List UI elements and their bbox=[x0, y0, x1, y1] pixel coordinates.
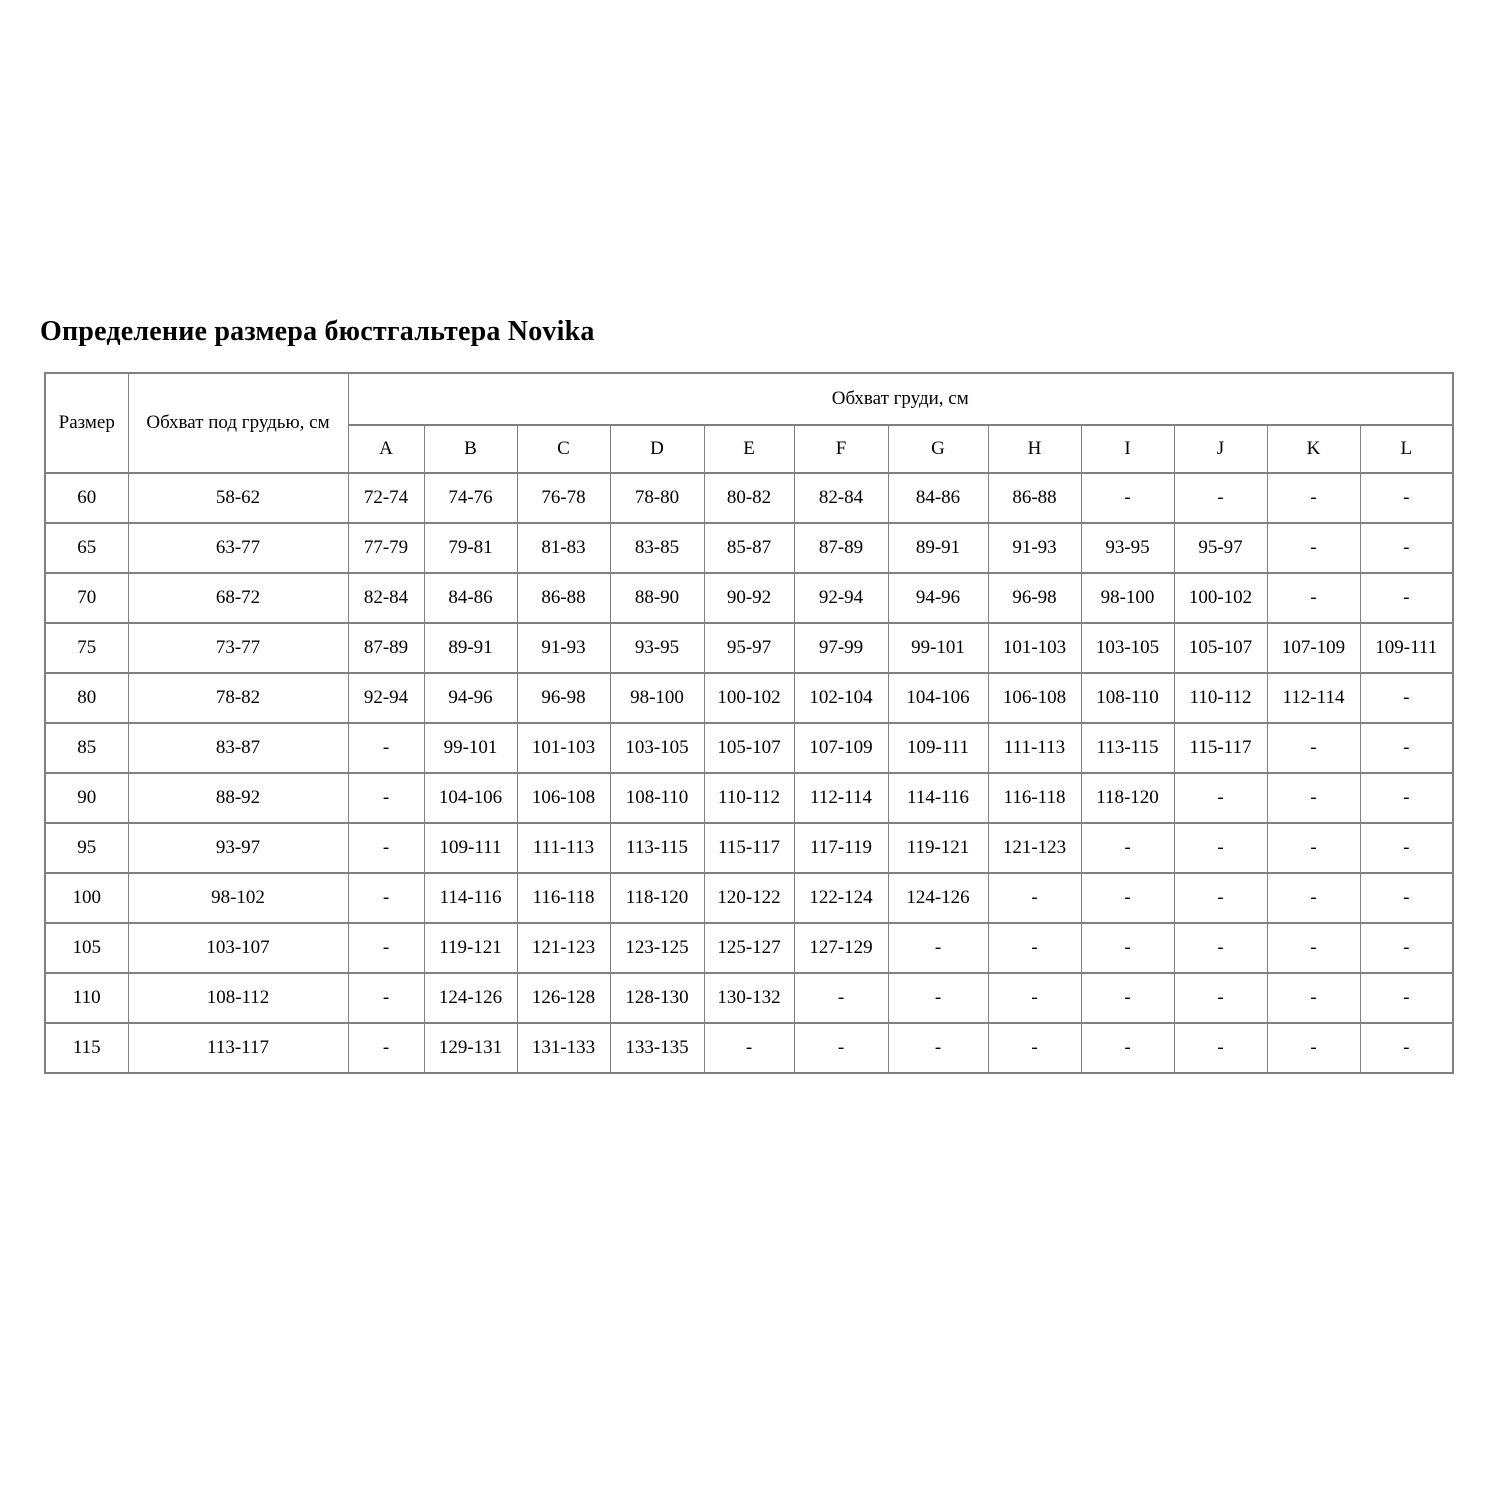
cup-cell-K: - bbox=[1267, 723, 1360, 773]
cup-cell-K: - bbox=[1267, 923, 1360, 973]
table-row-size-100 bbox=[45, 873, 1453, 923]
cup-column-header-G: G bbox=[888, 425, 988, 473]
cup-cell-K: 112-114 bbox=[1267, 673, 1360, 723]
cup-cell-J: - bbox=[1174, 773, 1267, 823]
cup-cell-B: 104-106 bbox=[424, 773, 517, 823]
cup-cell-G: 124-126 bbox=[888, 873, 988, 923]
underbust-cell: 83-87 bbox=[128, 723, 348, 773]
cup-cell-B: 74-76 bbox=[424, 473, 517, 523]
cup-cell-C: 76-78 bbox=[517, 473, 610, 523]
table-row-size-90 bbox=[45, 773, 1453, 823]
cup-cell-H: - bbox=[988, 973, 1081, 1023]
cup-cell-I: 103-105 bbox=[1081, 623, 1174, 673]
cup-cell-J: - bbox=[1174, 823, 1267, 873]
cup-cell-E: 80-82 bbox=[704, 473, 794, 523]
cup-cell-B: 114-116 bbox=[424, 873, 517, 923]
cup-column-header-K: K bbox=[1267, 425, 1360, 473]
cup-cell-C: 106-108 bbox=[517, 773, 610, 823]
cup-cell-G: 119-121 bbox=[888, 823, 988, 873]
cup-cell-A: 92-94 bbox=[348, 673, 424, 723]
cup-cell-H: - bbox=[988, 873, 1081, 923]
cup-cell-H: - bbox=[988, 923, 1081, 973]
table-row-size-80 bbox=[45, 673, 1453, 723]
cup-cell-D: 93-95 bbox=[610, 623, 704, 673]
cup-cell-A: 82-84 bbox=[348, 573, 424, 623]
cup-cell-H: 86-88 bbox=[988, 473, 1081, 523]
cup-cell-H: 96-98 bbox=[988, 573, 1081, 623]
cup-cell-K: 107-109 bbox=[1267, 623, 1360, 673]
cup-cell-D: 133-135 bbox=[610, 1023, 704, 1073]
cup-cell-L: - bbox=[1360, 1023, 1453, 1073]
cup-cell-D: 98-100 bbox=[610, 673, 704, 723]
cup-column-header-J: J bbox=[1174, 425, 1267, 473]
cup-cell-C: 126-128 bbox=[517, 973, 610, 1023]
cup-cell-H: - bbox=[988, 1023, 1081, 1073]
table-row-size-95 bbox=[45, 823, 1453, 873]
cup-cell-F: - bbox=[794, 1023, 888, 1073]
underbust-cell: 88-92 bbox=[128, 773, 348, 823]
cup-cell-J: - bbox=[1174, 923, 1267, 973]
header-size: Размер bbox=[45, 373, 128, 473]
cup-cell-J: - bbox=[1174, 873, 1267, 923]
cup-cell-C: 111-113 bbox=[517, 823, 610, 873]
table-row-size-85 bbox=[45, 723, 1453, 773]
cup-cell-F: - bbox=[794, 973, 888, 1023]
cup-cell-K: - bbox=[1267, 573, 1360, 623]
cup-column-header-A: A bbox=[348, 425, 424, 473]
table-row-size-65 bbox=[45, 523, 1453, 573]
cup-cell-J: - bbox=[1174, 473, 1267, 523]
cup-cell-D: 103-105 bbox=[610, 723, 704, 773]
cup-cell-K: - bbox=[1267, 1023, 1360, 1073]
cup-cell-D: 108-110 bbox=[610, 773, 704, 823]
cup-cell-B: 119-121 bbox=[424, 923, 517, 973]
cup-cell-A: 72-74 bbox=[348, 473, 424, 523]
cup-cell-D: 113-115 bbox=[610, 823, 704, 873]
cup-cell-G: 104-106 bbox=[888, 673, 988, 723]
cup-cell-D: 83-85 bbox=[610, 523, 704, 573]
cup-cell-E: 110-112 bbox=[704, 773, 794, 823]
cup-cell-E: 100-102 bbox=[704, 673, 794, 723]
cup-cell-I: - bbox=[1081, 823, 1174, 873]
cup-cell-J: 100-102 bbox=[1174, 573, 1267, 623]
bra-size-table bbox=[44, 372, 1454, 1074]
cup-cell-H: 101-103 bbox=[988, 623, 1081, 673]
table-row-size-115 bbox=[45, 1023, 1453, 1073]
cup-column-header-B: B bbox=[424, 425, 517, 473]
cup-cell-C: 101-103 bbox=[517, 723, 610, 773]
cup-cell-C: 121-123 bbox=[517, 923, 610, 973]
underbust-cell: 78-82 bbox=[128, 673, 348, 723]
cup-cell-D: 123-125 bbox=[610, 923, 704, 973]
cup-cell-J: 115-117 bbox=[1174, 723, 1267, 773]
cup-cell-I: 113-115 bbox=[1081, 723, 1174, 773]
cup-cell-F: 107-109 bbox=[794, 723, 888, 773]
cup-column-header-F: F bbox=[794, 425, 888, 473]
size-cell: 70 bbox=[45, 573, 128, 623]
cup-cell-A: 77-79 bbox=[348, 523, 424, 573]
underbust-cell: 63-77 bbox=[128, 523, 348, 573]
cup-cell-G: 109-111 bbox=[888, 723, 988, 773]
cup-cell-L: - bbox=[1360, 773, 1453, 823]
size-cell: 65 bbox=[45, 523, 128, 573]
cup-cell-G: 84-86 bbox=[888, 473, 988, 523]
cup-cell-F: 117-119 bbox=[794, 823, 888, 873]
size-cell: 60 bbox=[45, 473, 128, 523]
cup-cell-J: - bbox=[1174, 1023, 1267, 1073]
cup-cell-K: - bbox=[1267, 873, 1360, 923]
cup-cell-J: - bbox=[1174, 973, 1267, 1023]
cup-cell-C: 81-83 bbox=[517, 523, 610, 573]
cup-cell-G: 94-96 bbox=[888, 573, 988, 623]
cup-cell-J: 95-97 bbox=[1174, 523, 1267, 573]
cup-cell-L: - bbox=[1360, 723, 1453, 773]
cup-cell-B: 79-81 bbox=[424, 523, 517, 573]
cup-cell-G: - bbox=[888, 973, 988, 1023]
cup-cell-C: 116-118 bbox=[517, 873, 610, 923]
underbust-cell: 68-72 bbox=[128, 573, 348, 623]
cup-cell-L: - bbox=[1360, 823, 1453, 873]
cup-cell-K: - bbox=[1267, 523, 1360, 573]
cup-cell-L: - bbox=[1360, 673, 1453, 723]
cup-cell-F: 87-89 bbox=[794, 523, 888, 573]
cup-cell-D: 128-130 bbox=[610, 973, 704, 1023]
cup-cell-E: 90-92 bbox=[704, 573, 794, 623]
cup-cell-E: 120-122 bbox=[704, 873, 794, 923]
underbust-cell: 73-77 bbox=[128, 623, 348, 673]
cup-cell-E: 115-117 bbox=[704, 823, 794, 873]
cup-cell-E: 125-127 bbox=[704, 923, 794, 973]
cup-cell-H: 121-123 bbox=[988, 823, 1081, 873]
underbust-cell: 103-107 bbox=[128, 923, 348, 973]
size-cell: 85 bbox=[45, 723, 128, 773]
cup-cell-G: 89-91 bbox=[888, 523, 988, 573]
cup-cell-F: 92-94 bbox=[794, 573, 888, 623]
header-bust: Обхват груди, см bbox=[348, 373, 1453, 425]
cup-cell-I: - bbox=[1081, 973, 1174, 1023]
cup-cell-L: - bbox=[1360, 523, 1453, 573]
cup-cell-K: - bbox=[1267, 773, 1360, 823]
size-cell: 100 bbox=[45, 873, 128, 923]
cup-cell-B: 99-101 bbox=[424, 723, 517, 773]
size-cell: 110 bbox=[45, 973, 128, 1023]
cup-cell-G: 114-116 bbox=[888, 773, 988, 823]
underbust-cell: 108-112 bbox=[128, 973, 348, 1023]
cup-cell-L: - bbox=[1360, 873, 1453, 923]
cup-cell-K: - bbox=[1267, 973, 1360, 1023]
size-cell: 80 bbox=[45, 673, 128, 723]
cup-cell-F: 102-104 bbox=[794, 673, 888, 723]
cup-cell-C: 131-133 bbox=[517, 1023, 610, 1073]
size-cell: 90 bbox=[45, 773, 128, 823]
cup-cell-F: 97-99 bbox=[794, 623, 888, 673]
cup-cell-K: - bbox=[1267, 473, 1360, 523]
header-underbust: Обхват под грудью, см bbox=[128, 373, 348, 473]
cup-cell-L: - bbox=[1360, 923, 1453, 973]
cup-cell-H: 106-108 bbox=[988, 673, 1081, 723]
cup-cell-B: 129-131 bbox=[424, 1023, 517, 1073]
cup-cell-B: 124-126 bbox=[424, 973, 517, 1023]
cup-cell-A: - bbox=[348, 923, 424, 973]
cup-cell-D: 88-90 bbox=[610, 573, 704, 623]
cup-cell-G: - bbox=[888, 1023, 988, 1073]
cup-cell-A: - bbox=[348, 1023, 424, 1073]
cup-cell-A: - bbox=[348, 773, 424, 823]
cup-column-header-H: H bbox=[988, 425, 1081, 473]
cup-cell-D: 78-80 bbox=[610, 473, 704, 523]
cup-cell-J: 110-112 bbox=[1174, 673, 1267, 723]
cup-cell-L: - bbox=[1360, 973, 1453, 1023]
cup-cell-B: 94-96 bbox=[424, 673, 517, 723]
size-table-body bbox=[45, 473, 1453, 1073]
size-cell: 75 bbox=[45, 623, 128, 673]
cup-cell-G: 99-101 bbox=[888, 623, 988, 673]
cup-cell-I: - bbox=[1081, 473, 1174, 523]
cup-cell-A: - bbox=[348, 873, 424, 923]
cup-column-header-D: D bbox=[610, 425, 704, 473]
cup-cell-I: 98-100 bbox=[1081, 573, 1174, 623]
cup-column-header-I: I bbox=[1081, 425, 1174, 473]
cup-cell-B: 89-91 bbox=[424, 623, 517, 673]
cup-cell-I: 118-120 bbox=[1081, 773, 1174, 823]
cup-cell-F: 82-84 bbox=[794, 473, 888, 523]
size-cell: 115 bbox=[45, 1023, 128, 1073]
cup-cell-I: 93-95 bbox=[1081, 523, 1174, 573]
table-row-size-70 bbox=[45, 573, 1453, 623]
cup-cell-F: 112-114 bbox=[794, 773, 888, 823]
cup-cell-H: 111-113 bbox=[988, 723, 1081, 773]
table-row-size-60 bbox=[45, 473, 1453, 523]
cup-cell-I: - bbox=[1081, 923, 1174, 973]
cup-cell-A: - bbox=[348, 823, 424, 873]
cup-cell-H: 91-93 bbox=[988, 523, 1081, 573]
cup-cell-E: - bbox=[704, 1023, 794, 1073]
underbust-cell: 98-102 bbox=[128, 873, 348, 923]
cup-cell-G: - bbox=[888, 923, 988, 973]
cup-cell-J: 105-107 bbox=[1174, 623, 1267, 673]
cup-cell-I: - bbox=[1081, 873, 1174, 923]
cup-cell-C: 96-98 bbox=[517, 673, 610, 723]
cup-column-header-L: L bbox=[1360, 425, 1453, 473]
cup-cell-B: 109-111 bbox=[424, 823, 517, 873]
table-row-size-105 bbox=[45, 923, 1453, 973]
cup-cell-L: 109-111 bbox=[1360, 623, 1453, 673]
underbust-cell: 58-62 bbox=[128, 473, 348, 523]
table-row-size-75 bbox=[45, 623, 1453, 673]
cup-cell-C: 86-88 bbox=[517, 573, 610, 623]
cup-cell-B: 84-86 bbox=[424, 573, 517, 623]
cup-cell-E: 95-97 bbox=[704, 623, 794, 673]
cup-cell-E: 105-107 bbox=[704, 723, 794, 773]
cup-cell-A: - bbox=[348, 723, 424, 773]
cup-cell-A: - bbox=[348, 973, 424, 1023]
page-title: Определение размера бюстгальтера Novika bbox=[40, 316, 595, 347]
cup-cell-L: - bbox=[1360, 573, 1453, 623]
table-row-size-110 bbox=[45, 973, 1453, 1023]
cup-cell-E: 85-87 bbox=[704, 523, 794, 573]
cup-column-header-C: C bbox=[517, 425, 610, 473]
cup-cell-L: - bbox=[1360, 473, 1453, 523]
underbust-cell: 113-117 bbox=[128, 1023, 348, 1073]
cup-cell-A: 87-89 bbox=[348, 623, 424, 673]
cup-cell-C: 91-93 bbox=[517, 623, 610, 673]
size-cell: 95 bbox=[45, 823, 128, 873]
cup-cell-H: 116-118 bbox=[988, 773, 1081, 823]
underbust-cell: 93-97 bbox=[128, 823, 348, 873]
cup-column-header-E: E bbox=[704, 425, 794, 473]
size-cell: 105 bbox=[45, 923, 128, 973]
cup-cell-D: 118-120 bbox=[610, 873, 704, 923]
cup-cell-K: - bbox=[1267, 823, 1360, 873]
header-row-top bbox=[45, 373, 1453, 425]
cup-cell-E: 130-132 bbox=[704, 973, 794, 1023]
cup-cell-I: - bbox=[1081, 1023, 1174, 1073]
cup-cell-F: 127-129 bbox=[794, 923, 888, 973]
cup-cell-F: 122-124 bbox=[794, 873, 888, 923]
cup-cell-I: 108-110 bbox=[1081, 673, 1174, 723]
